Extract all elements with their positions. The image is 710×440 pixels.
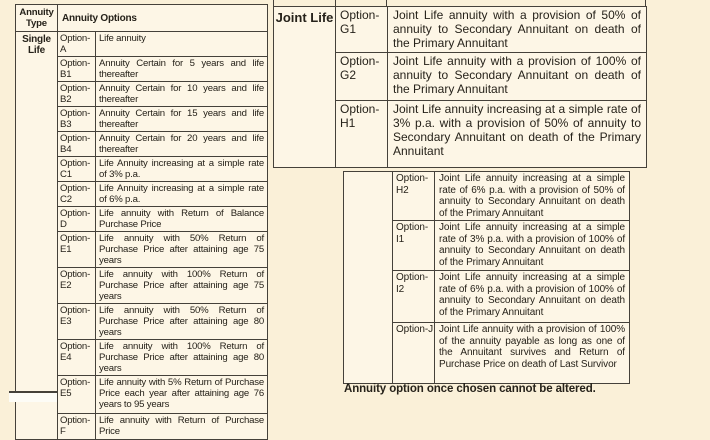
option-code-cell: Option-A (58, 32, 96, 57)
single-life-group-label: Single Life (16, 32, 58, 440)
annuity-options-header: Annuity Options (58, 5, 268, 32)
option-code-cell: Option-E3 (58, 304, 96, 340)
option-description-cell: Life Annuity increasing at a simple rate of 6% p.a. (96, 182, 268, 207)
option-code-cell: Option-H1 (336, 101, 388, 168)
table-continuation-stub (645, 0, 646, 7)
option-description-cell: Life annuity with 100% Return of Purchase Price after attaining age 80 years (96, 340, 268, 376)
joint-life-annuity-table (273, 6, 647, 168)
option-description-cell: Life annuity with 100% Return of Purchase Price after attaining age 75 years (96, 268, 268, 304)
option-code-cell: Option-G2 (336, 53, 388, 101)
option-description-cell: Life annuity (96, 32, 268, 57)
option-code-cell: Option-C1 (58, 157, 96, 182)
single-life-annuity-table (15, 4, 268, 440)
option-code-cell: Option-E2 (58, 268, 96, 304)
option-code-cell: Option-G1 (336, 7, 388, 53)
table-continuation-stub (335, 0, 336, 7)
option-code-cell: Option-B1 (58, 57, 96, 82)
option-code-cell: Option-B2 (58, 82, 96, 107)
option-description-cell: Joint Life annuity with a provision of 100% of the annuity payable as long as one of the Annuitant survives and Return of Purchase Price on death of Last Survivor (435, 323, 630, 384)
option-description-cell: Life annuity with 50% Return of Purchase Price after attaining age 75 years (96, 232, 268, 268)
option-code-cell: Option-J (393, 323, 435, 384)
option-code-cell: Option-C2 (58, 182, 96, 207)
annuity-type-header: Annuity Type (16, 5, 58, 32)
option-description-cell: Life annuity with Return of Purchase Price (96, 414, 268, 440)
joint-life-annuity-table-continued (343, 171, 630, 384)
joint-life-group-label: Joint Life (274, 7, 336, 168)
option-description-cell: Annuity Certain for 10 years and life thereafter (96, 82, 268, 107)
option-description-cell: Joint Life annuity increasing at a simple rate of 3% p.a. with a provision of 50% of annuity to Secondary Annuitant on death of the Primary Annuitant (388, 101, 647, 168)
option-description-cell: Life annuity with 50% Return of Purchase Price after attaining age 80 years (96, 304, 268, 340)
empty-group-cell (344, 172, 393, 384)
table-continuation-stub (386, 0, 387, 7)
table-continuation-stub (273, 0, 274, 7)
option-code-cell: Option-E4 (58, 340, 96, 376)
option-code-cell: Option-E5 (58, 376, 96, 414)
option-code-cell: Option-H2 (393, 172, 435, 221)
option-description-cell: Annuity Certain for 20 years and life thereafter (96, 132, 268, 157)
option-code-cell: Option-I2 (393, 271, 435, 323)
option-description-cell: Joint Life annuity increasing at a simple rate of 6% p.a. with a provision of 50% of annuity to Secondary Annuitant on death of the Primary Annuitant (435, 172, 630, 221)
option-description-cell: Life Annuity increasing at a simple rate of 3% p.a. (96, 157, 268, 182)
option-code-cell: Option-E1 (58, 232, 96, 268)
option-code-cell: Option-B4 (58, 132, 96, 157)
page-edge-white-patch (9, 391, 57, 402)
option-code-cell: Option-F (58, 414, 96, 440)
option-description-cell: Joint Life annuity with a provision of 100% of annuity to Secondary Annuitant on death of the Primary Annuitant (388, 53, 647, 101)
option-code-cell: Option-I1 (393, 221, 435, 271)
option-description-cell: Life annuity with 5% Return of Purchase Price each year after attaining age 76 years to 95 years (96, 376, 268, 414)
option-code-cell: Option-B3 (58, 107, 96, 132)
option-code-cell: Option-D (58, 207, 96, 232)
footer-note: Annuity option once chosen cannot be altered. (344, 383, 596, 395)
option-description-cell: Life annuity with Return of Balance Purchase Price (96, 207, 268, 232)
option-description-cell: Joint Life annuity increasing at a simple rate of 3% p.a. with a provision of 100% of annuity to Secondary Annuitant on death of the Primary Annuitant (435, 221, 630, 271)
option-description-cell: Joint Life annuity increasing at a simple rate of 6% p.a. with a provision of 100% of annuity to Secondary Annuitant on death of the Primary Annuitant (435, 271, 630, 323)
option-description-cell: Annuity Certain for 5 years and life thereafter (96, 57, 268, 82)
option-description-cell: Joint Life annuity with a provision of 50% of annuity to Secondary Annuitant on death of the Primary Annuitant (388, 7, 647, 53)
option-description-cell: Annuity Certain for 15 years and life thereafter (96, 107, 268, 132)
